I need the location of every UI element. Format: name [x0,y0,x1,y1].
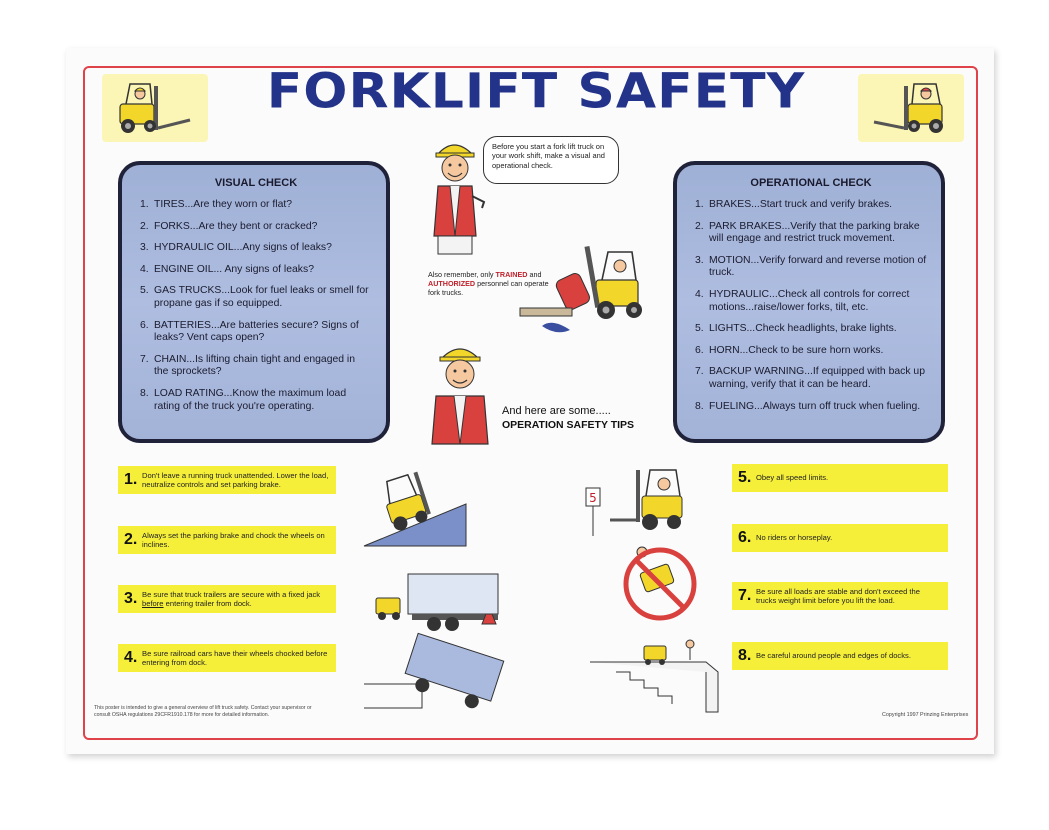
item-text: BACKUP WARNING...If equipped with back up warning, verify that it can be heard. [709,366,925,390]
visual-check-item [140,388,372,413]
item-text: CHAIN...Is lifting chain tight and engaged in the sprockets? [154,353,356,378]
tip-number: 3. [124,590,138,607]
tips-heading: OPERATION SAFETY TIPS [502,419,635,431]
item-text: GAS TRUCKS...Look for fuel leaks or smell for propane gas if so equipped. [154,285,369,309]
note-middle: and [527,270,542,279]
operational-check-item [695,401,927,414]
item-number: 7. [695,366,704,378]
item-text: HYDRAULIC OIL...Any signs of leaks? [154,242,332,254]
item-number: 5. [140,285,149,297]
tip-text-emphasis: before [142,599,164,608]
speech-bubble: Before you start a fork lift truck on your work shift, make a visual and operational check. [483,136,619,184]
tip-4 [118,644,336,672]
item-text: MOTION...Verify forward and reverse motion of truck. [709,254,927,279]
tip-text [142,590,336,609]
worker-presenting-illustration [422,340,500,446]
tip-number: 6. [738,529,752,546]
visual-check-item [140,354,372,379]
forklift-on-incline-illustration [360,464,470,550]
operational-check-panel [673,161,945,443]
operational-check-list [695,199,927,413]
tip-text: Be careful around people and edges of docks. [756,651,911,661]
item-text: HORN...Check to be sure horn works. [709,344,884,356]
safety-poster [66,48,994,754]
item-text: ENGINE OIL... Any signs of leaks? [154,263,314,275]
tip-number: 7. [738,587,752,604]
visual-check-item [140,221,372,234]
item-number: 6. [140,319,149,331]
railroad-car-illustration [362,638,502,718]
forklift-crash-illustration [512,238,662,348]
item-text: BATTERIES...Are batteries secure? Signs of leaks? Vent caps open? [154,319,359,344]
speed-limit-forklift-illustration [582,460,702,544]
operational-check-item [695,289,927,314]
item-text: PARK BRAKES...Verify that the parking brake will engage and restrict truck movement. [709,220,920,245]
tip-text-part: entering trailer from dock. [163,599,252,608]
visual-check-title: VISUAL CHECK [214,177,298,189]
note-suffix: personnel can operate fork trucks. [428,279,549,298]
item-number: 8. [140,387,149,399]
item-number: 3. [140,242,149,254]
forklift-illustration-top-right [858,74,964,142]
tip-6 [732,524,948,552]
operational-check-item [695,221,927,246]
operational-check-item [695,323,927,336]
item-number: 7. [140,353,149,365]
operational-check-item [695,199,927,212]
tip-text: Be sure all loads are stable and don't exceed the trucks weight limit before you lift the load. [756,586,920,605]
item-text: TIRES...Are they worn or flat? [154,199,293,210]
note-trained: TRAINED [495,270,528,279]
tips-intro [502,404,672,432]
item-text: LOAD RATING...Know the maximum load rating of the truck you're operating. [154,387,347,412]
tip-text: Always set the parking brake and chock the wheels on inclines. [142,530,325,549]
no-riders-illustration [612,538,708,624]
item-text: FORKS...Are they bent or cracked? [154,220,318,232]
tip-text: Obey all speed limits. [756,473,829,483]
item-number: 1. [695,199,704,210]
operational-check-item [695,366,927,391]
tip-number: 5. [738,469,752,486]
visual-check-panel [118,161,390,443]
item-number: 4. [695,288,704,300]
visual-check-item [140,242,372,255]
tip-text: Be sure railroad cars have their wheels chocked before entering from dock. [142,648,328,667]
item-text: FUELING...Always turn off truck when fueling. [709,400,921,412]
poster-title: FORKLIFT SAFETY [266,64,806,120]
note-authorized: AUTHORIZED [428,279,476,289]
tip-1 [118,466,336,494]
visual-check-item [140,285,372,310]
operational-check-item [695,255,927,280]
tip-number: 1. [124,471,138,488]
tip-7 [732,582,948,610]
visual-check-item [140,199,372,212]
forklift-illustration-top-left [102,74,208,142]
tip-number: 4. [124,649,138,666]
tip-text: Don't leave a running truck unattended. Lower the load, neutralize controls and set parking brake. [142,470,329,489]
tip-5 [732,464,948,492]
dock-edge-illustration [586,632,722,716]
tips-intro-line: And here are some..... [502,405,611,417]
tip-8 [732,642,948,670]
item-number: 8. [695,400,704,412]
operational-check-item [695,345,927,358]
disclaimer-text: This poster is intended to give a general overview of lift truck safety. Contact your supervisor or consult OSHA regulations 29CFR1910.178 for more for detailed information. [94,705,312,718]
item-number: 2. [695,220,704,232]
tip-2 [118,526,336,554]
tip-number: 2. [124,531,138,548]
item-text: BRAKES...Start truck and verify brakes. [709,199,893,210]
tip-text-part: Be sure that truck trailers are secure with a fixed jack [142,589,321,599]
tip-text: No riders or horseplay. [756,533,833,543]
copyright-text: Copyright 1997 Prinzing Enterprises [882,712,969,718]
item-number: 2. [140,220,149,232]
truck-trailer-illustration [372,568,502,632]
note-prefix: Also remember, only [428,270,496,279]
worker-pointing-illustration [426,136,486,256]
visual-check-item [140,320,372,345]
tip-3 [118,585,336,613]
item-number: 6. [695,344,704,356]
item-text: LIGHTS...Check headlights, brake lights. [709,323,897,335]
item-number: 4. [140,263,149,275]
visual-check-item [140,264,372,277]
item-number: 5. [695,323,704,335]
visual-check-list [140,199,372,413]
speed-sign-number: 5 [589,491,597,505]
item-number: 1. [140,199,149,210]
item-number: 3. [695,254,704,266]
tip-number: 8. [738,647,752,664]
operational-check-title: OPERATIONAL CHECK [750,177,872,189]
item-text: HYDRAULIC...Check all controls for correct motions...raise/lower forks, tilt, etc. [709,288,910,313]
